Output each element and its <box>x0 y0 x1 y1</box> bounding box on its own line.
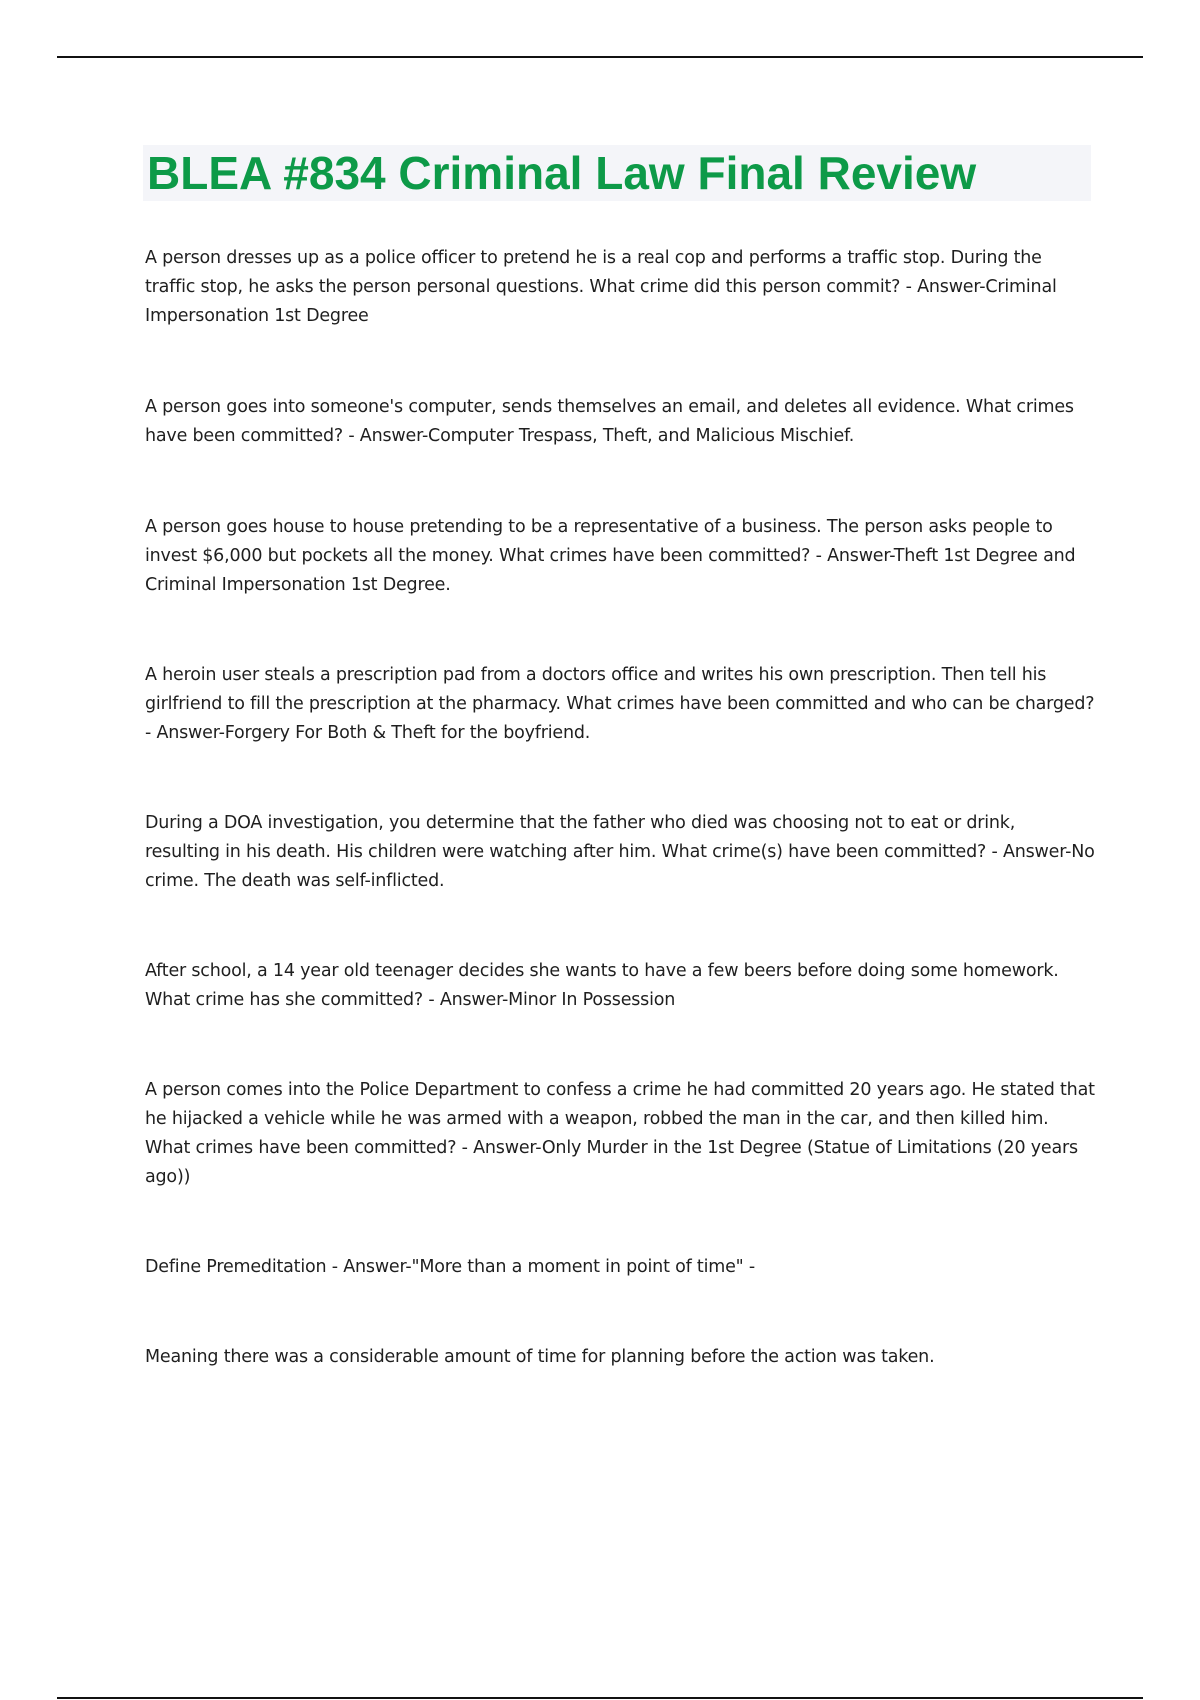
document-body <box>145 244 1095 1372</box>
document-title: BLEA #834 Criminal Law Final Review <box>147 147 977 199</box>
qa-paragraph-2: A person goes into someone's computer, sends themselves an email, and deletes all evidence. What crimes have been committed? - Answer-Computer Trespass, Theft, and Malicious Mischief. <box>145 397 1074 446</box>
bottom-rule <box>57 1697 1143 1699</box>
qa-paragraph-4: A heroin user steals a prescription pad from a doctors office and writes his own prescription. Then tell his girlfriend to fill the prescription at the pharmacy. What crimes have been committed and who can be charged? - Answer-Forgery For Both & Theft for the boyfriend. <box>145 665 1095 743</box>
qa-paragraph-5: During a DOA investigation, you determine that the father who died was choosing not to eat or drink, resulting in his death. His children were watching after him. What crime(s) have been committed? - Answer-No crime. The death was self-inflicted. <box>145 813 1095 891</box>
qa-paragraph-6: After school, a 14 year old teenager decides she wants to have a few beers before doing some homework. What crime has she committed? - Answer-Minor In Possession <box>145 961 1059 1010</box>
qa-paragraph-9: Meaning there was a considerable amount of time for planning before the action was taken. <box>145 1347 935 1367</box>
qa-paragraph-1: A person dresses up as a police officer to pretend he is a real cop and performs a traffic stop. During the traffic stop, he asks the person personal questions. What crime did this person commit? - Answer-Criminal Impersonation 1st Degree <box>145 248 1057 326</box>
qa-paragraph-8: Define Premeditation - Answer-"More than a moment in point of time" - <box>145 1257 755 1277</box>
qa-paragraph-3: A person goes house to house pretending to be a representative of a business. The person asks people to invest $6,000 but pockets all the money. What crimes have been committed? - Answer-Theft 1st Degree and Criminal Impersonation 1st Degree. <box>145 517 1076 595</box>
top-rule <box>57 56 1143 58</box>
qa-paragraph-7: A person comes into the Police Department to confess a crime he had committed 20 years ago. He stated that he hijacked a vehicle while he was armed with a weapon, robbed the man in the car, and then killed him. What crimes have been committed? - Answer-Only Murder in the 1st Degree (Statue of Limitations (20 years ago)) <box>145 1080 1095 1187</box>
